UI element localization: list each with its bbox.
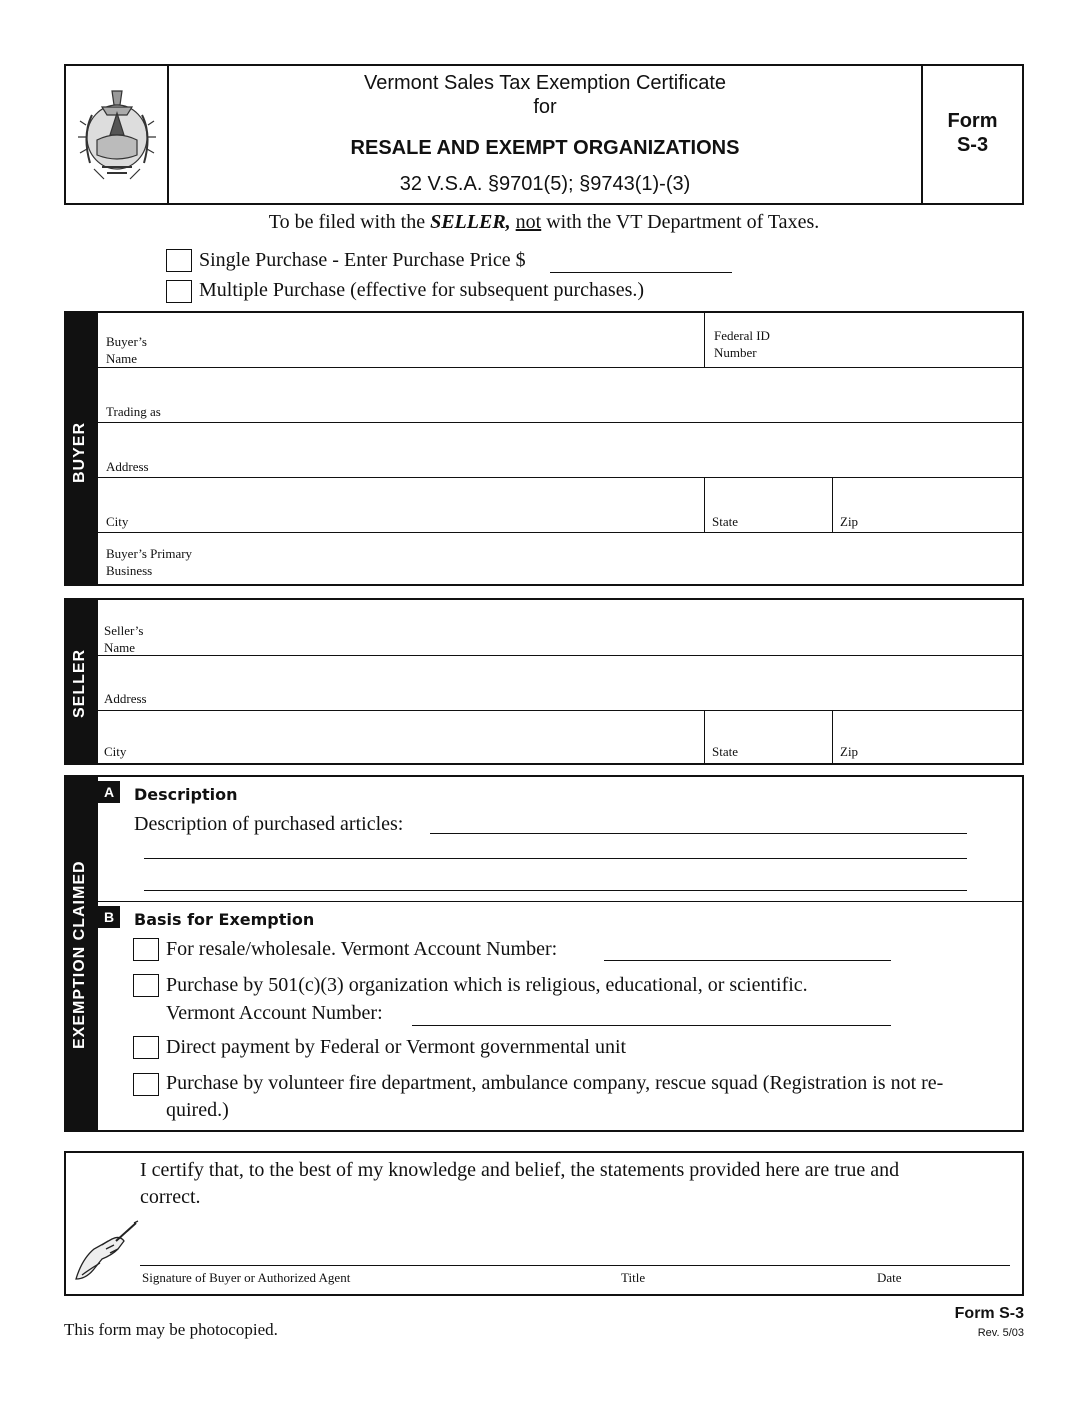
description-heading: Description [134, 785, 238, 804]
form-number-cell [921, 66, 1022, 203]
footer-revision: Rev. 5/03 [977, 1327, 1024, 1339]
primary-business-label: Buyer’s Primary Business [106, 546, 193, 578]
government-label: Direct payment by Federal or Vermont governmental unit [166, 1036, 627, 1058]
government-checkbox[interactable] [133, 1036, 159, 1059]
seller-name-field[interactable] [168, 600, 1022, 654]
seller-name-label: Seller’s Name [104, 623, 144, 655]
seller-state-field[interactable] [748, 711, 828, 763]
description-part [98, 777, 1022, 902]
primary-business-field[interactable] [218, 533, 1022, 584]
certification-statement: I certify that, to the best of my knowledge and belief, the statements provided here are true and correct. [140, 1159, 900, 1208]
form-title: Vermont Sales Tax Exemption Certificate [363, 72, 727, 94]
form-title-for: for [533, 96, 557, 118]
part-a-badge: A [98, 781, 120, 803]
purchase-price-field[interactable] [550, 272, 732, 273]
seller-zip-label: Zip [840, 744, 859, 759]
buyer-city-field[interactable] [148, 478, 698, 531]
exemption-sidebar [64, 777, 98, 1130]
federal-id-field[interactable] [788, 313, 1018, 366]
basis-part [98, 902, 1022, 1130]
volunteer-label: Purchase by volunteer fire department, ambulance company, rescue squad (Registration is not re- [166, 1072, 944, 1094]
buyer-address-row [98, 423, 1022, 478]
buyer-name-label: Buyer’s Name [106, 334, 147, 366]
vermont-seal-cell [66, 66, 169, 203]
buyer-state-label: State [712, 514, 738, 529]
nonprofit-account-field[interactable] [412, 1025, 891, 1026]
nonprofit-label: Purchase by 501(c)(3) organization which is religious, educational, or scientific. [166, 974, 808, 996]
seller-address-label: Address [104, 691, 147, 706]
trading-as-label: Trading as [106, 404, 161, 419]
description-prompt: Description of purchased articles: [134, 813, 404, 835]
resale-account-field[interactable] [604, 960, 891, 961]
exemption-section [64, 775, 1024, 1132]
multiple-purchase-checkbox[interactable] [166, 280, 192, 303]
basis-heading: Basis for Exemption [134, 910, 315, 929]
certification-box [64, 1151, 1024, 1296]
photocopy-note: This form may be photocopied. [64, 1320, 278, 1339]
nonprofit-checkbox[interactable] [133, 974, 159, 997]
seller-city-field[interactable] [148, 711, 698, 763]
buyer-name-field[interactable] [168, 313, 698, 366]
not-emphasis: not [515, 211, 542, 233]
seller-sidebar [64, 600, 98, 763]
vermont-seal-icon [72, 85, 162, 185]
buyer-address-field[interactable] [168, 423, 1022, 476]
filing-note: To be filed with the SELLER, not with the VT Department of Taxes. [268, 211, 820, 233]
description-field-line1[interactable] [430, 833, 967, 834]
form-subtitle: RESALE AND EXEMPT ORGANIZATIONS [350, 137, 740, 159]
trading-as-field[interactable] [178, 368, 1022, 421]
footer-form-id: Form S-3 [954, 1305, 1024, 1322]
single-purchase-label: Single Purchase - Enter Purchase Price $ [199, 249, 526, 271]
seller-city-row [98, 711, 1022, 763]
statute-reference: 32 V.S.A. §9701(5); §9743(1)-(3) [399, 173, 691, 195]
title-label: Title [621, 1270, 646, 1285]
seller-state-label: State [712, 744, 738, 759]
seller-city-label: City [104, 744, 127, 759]
nonprofit-account-label: Vermont Account Number: [166, 1002, 383, 1024]
form-label: Form [947, 110, 998, 132]
federal-id-label: Federal ID Number [714, 328, 770, 360]
part-b-badge: B [98, 906, 120, 928]
buyer-city-row [98, 478, 1022, 533]
exemption-section-label: EXEMPTION CLAIMED [71, 860, 88, 1049]
primary-business-row [98, 533, 1022, 584]
buyer-city-label: City [106, 514, 129, 529]
seller-section-label: SELLER [71, 648, 88, 718]
seller-name-row [98, 600, 1022, 656]
description-field-line3[interactable] [144, 890, 967, 891]
title-cell [169, 66, 921, 203]
seller-address-field[interactable] [168, 656, 1022, 709]
buyer-section [64, 311, 1024, 586]
signature-label: Signature of Buyer or Authorized Agent [142, 1270, 351, 1285]
seller-address-row [98, 656, 1022, 711]
date-label: Date [877, 1270, 902, 1285]
signature-line[interactable] [140, 1265, 1010, 1266]
buyer-address-label: Address [106, 459, 149, 474]
seller-emphasis: SELLER, [430, 211, 511, 233]
buyer-name-row [98, 313, 1022, 368]
resale-checkbox[interactable] [133, 938, 159, 961]
seller-zip-field[interactable] [868, 711, 1018, 763]
signing-hand-icon [72, 1219, 142, 1287]
form-number: S-3 [956, 134, 989, 156]
trading-as-row [98, 368, 1022, 423]
form-header [64, 64, 1024, 205]
buyer-zip-field[interactable] [868, 478, 1018, 531]
seller-section [64, 598, 1024, 765]
resale-label: For resale/wholesale. Vermont Account Number: [166, 938, 558, 960]
buyer-zip-label: Zip [840, 514, 859, 529]
description-field-line2[interactable] [144, 858, 967, 859]
buyer-section-label: BUYER [71, 421, 88, 483]
volunteer-label-cont: quired.) [166, 1099, 229, 1121]
single-purchase-checkbox[interactable] [166, 249, 192, 272]
multiple-purchase-label: Multiple Purchase (effective for subsequent purchases.) [199, 279, 645, 301]
buyer-state-field[interactable] [748, 478, 828, 531]
buyer-sidebar [64, 313, 98, 584]
volunteer-checkbox[interactable] [133, 1073, 159, 1096]
